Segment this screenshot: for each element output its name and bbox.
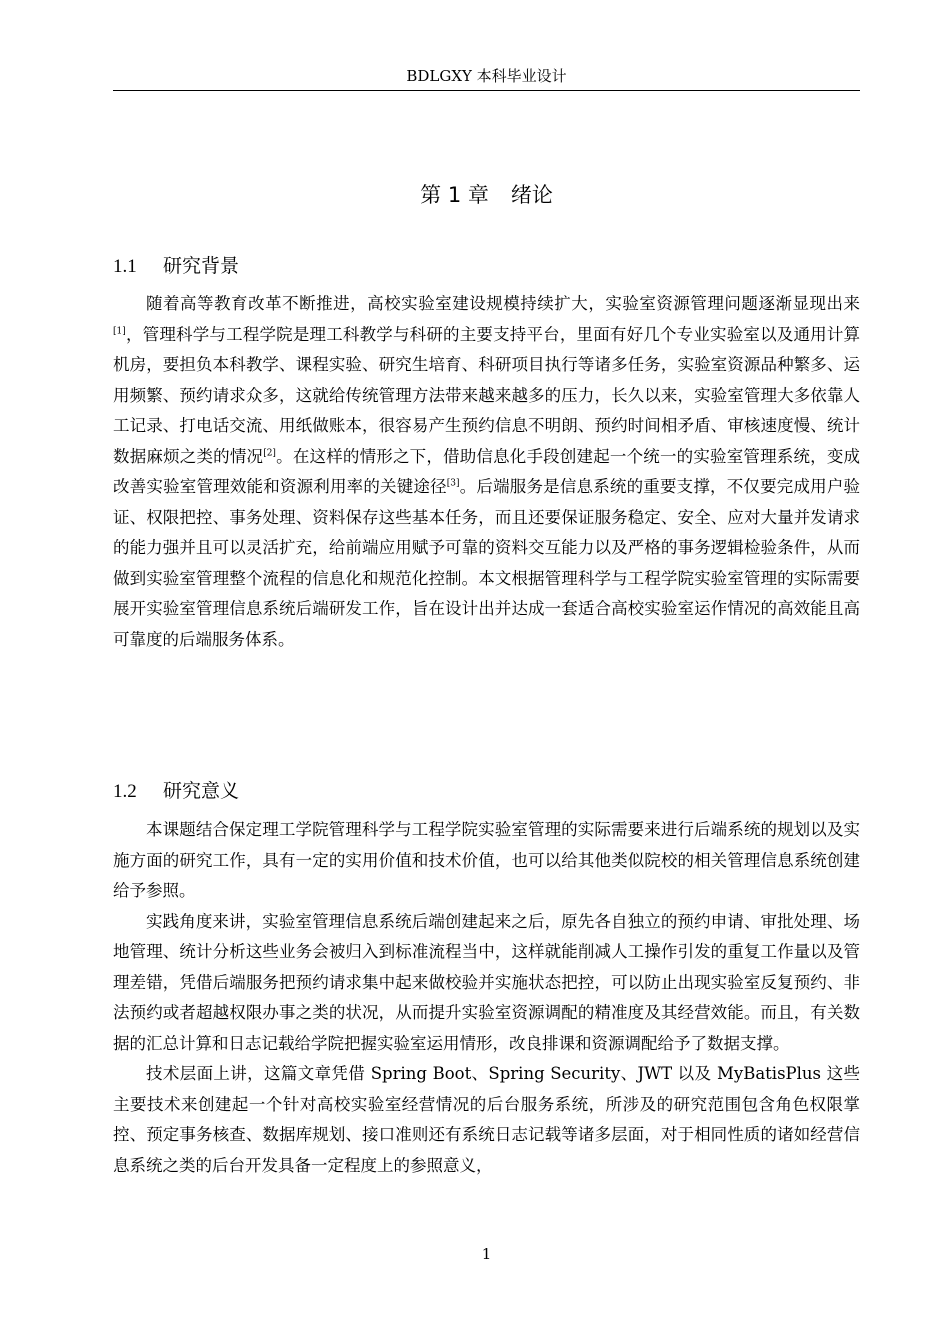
section-heading: [113, 777, 860, 806]
paragraph: [113, 815, 860, 907]
paragraph-text: 技术层面上讲，这篇文章凭借 Spring Boot、Spring Security、JWT 以及 MyBatisPlus 这些主要技术来创建起一个针对高校实验室经营情况的后台服务系统，所涉及的研究范围包含角色权限掌控、预定事务核查、数据库规划、接口准则还有系统日志记载等诸多层面，对于相同性质的诸如经营信息系统之类的后台开发具备一定程度上的参照意义，: [113, 1064, 860, 1175]
paragraph-text: 。在这样的情形之下，借助信息化手段创建起一个统一的实验室管理系统，变成改善实验室管理效能和资源利用率的关键途径: [113, 446, 860, 496]
citation-ref: [2]: [263, 448, 276, 458]
page-number: 1: [481, 1245, 492, 1263]
chapter-title-text: 绪论: [510, 183, 553, 207]
section-title: 研究背景: [163, 255, 240, 277]
section-number: 1.2: [113, 781, 137, 802]
section-number: 1.1: [113, 256, 137, 277]
chapter-title: [113, 180, 860, 210]
paragraph-text: 本课题结合保定理工学院管理科学与工程学院实验室管理的实际需要来进行后端系统的规划以及实施方面的研究工作，具有一定的实用价值和技术价值，也可以给其他类似院校的相关管理信息系统创建给予参照。: [113, 820, 860, 900]
section-heading: [113, 252, 860, 281]
paragraph: [113, 907, 860, 1060]
paragraph-text: ，管理科学与工程学院是理工科教学与科研的主要支持平台，里面有好几个专业实验室以及通用计算机房，要担负本科教学、课程实验、研究生培育、科研项目执行等诸多任务，实验室资源品种繁多、运用频繁、预约请求众多，这就给传统管理方法带来越来越多的压力，长久以来，实验室管理大多依靠人工记录、打电话交流、用纸做账本，很容易产生预约信息不明朗、预约时间相矛盾、审核速度慢、统计数据麻烦之类的情况: [113, 324, 860, 466]
section-body: [113, 289, 860, 655]
section-title: 研究意义: [163, 780, 240, 802]
paragraph-text: 。后端服务是信息系统的重要支撑，不仅要完成用户验证、权限把控、事务处理、资料保存这些基本任务，而且还要保证服务稳定、安全、应对大量并发请求的能力强并且可以灵活扩充，给前端应用赋予可靠的资料交互能力以及严格的事务逻辑检验条件，从而做到实验室管理整个流程的信息化和规范化控制。本文根据管理科学与工程学院实验室管理的实际需要展开实验室管理信息系统后端研发工作，旨在设计出并达成一套适合高校实验室运作情况的高效能且高可靠度的后端服务体系。: [113, 477, 860, 649]
running-header: BDLGXY 本科毕业设计: [406, 67, 567, 85]
paragraph: [113, 289, 860, 655]
paragraph-text: 随着高等教育改革不断推进，高校实验室建设规模持续扩大，实验室资源管理问题逐渐显现出来: [146, 294, 860, 313]
section-body: [113, 815, 860, 1181]
paragraph-text: 实践角度来讲，实验室管理信息系统后端创建起来之后，原先各自独立的预约申请、审批处理、场地管理、统计分析这些业务会被归入到标准流程当中，这样就能削减人工操作引发的重复工作量以及管理差错，凭借后端服务把预约请求集中起来做校验并实施状态把控，可以防止出现实验室反复预约、非法预约或者超越权限办事之类的状况，从而提升实验室资源调配的精准度及其经营效能。而且，有关数据的汇总计算和日志记载给学院把握实验室运用情形，改良排课和资源调配给予了数据支撑。: [113, 911, 860, 1053]
citation-ref: [3]: [446, 478, 460, 489]
paragraph: [113, 1059, 860, 1181]
chapter-number: 第 1 章: [420, 183, 489, 207]
citation-ref: [1]: [113, 326, 126, 336]
header-rule: [113, 90, 860, 91]
